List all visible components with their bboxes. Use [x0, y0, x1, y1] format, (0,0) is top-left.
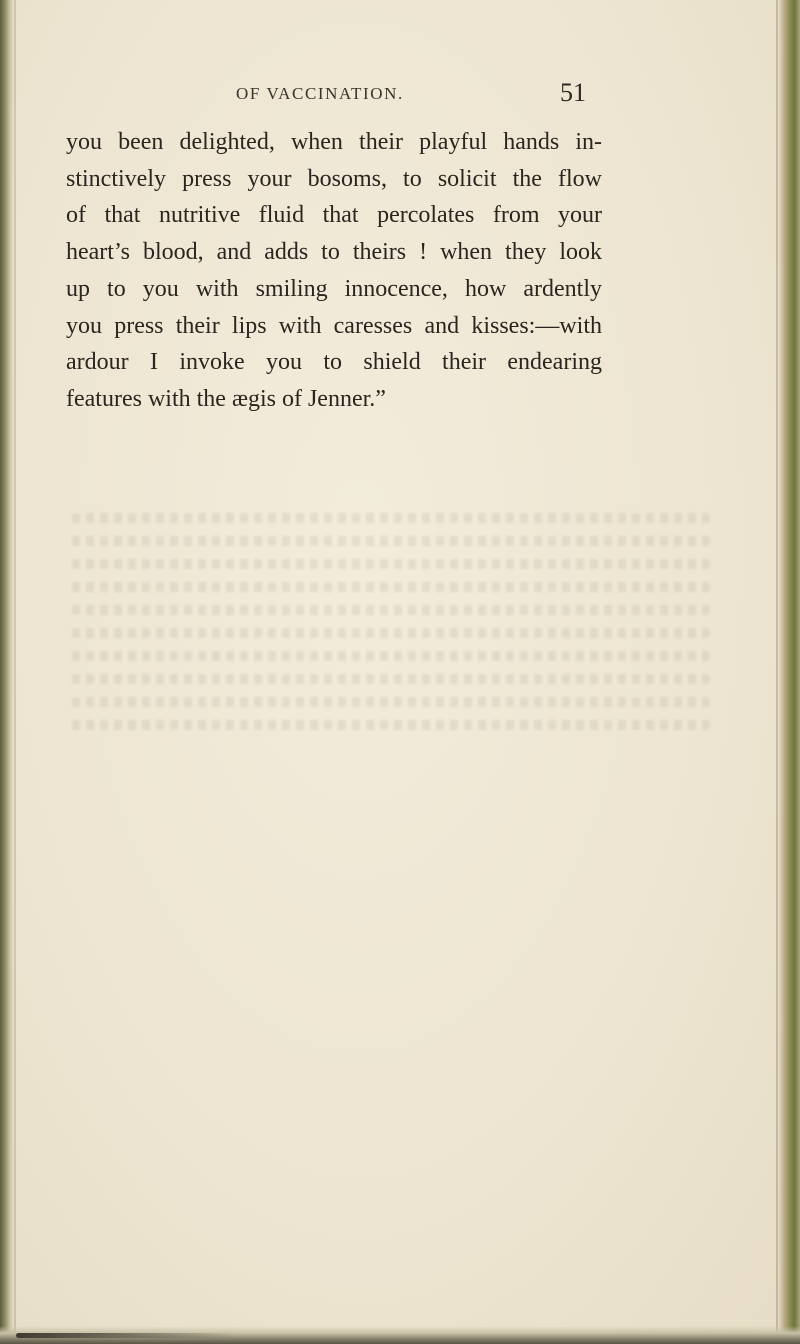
body-paragraph — [66, 124, 602, 418]
text-line: stinctively press your bosoms, to solicit the flow — [66, 165, 602, 192]
page-number: 51 — [560, 78, 586, 107]
text-line: of that nutritive fluid that percolates from your — [66, 202, 602, 229]
page-edge-right — [778, 0, 800, 1344]
binding-shadow — [0, 0, 14, 1344]
text-line: you press their lips with caresses and kisses:—with — [66, 312, 602, 339]
text-line: ardour I invoke you to shield their endearing — [66, 349, 602, 376]
show-through-texture — [70, 500, 710, 800]
binding-edge-line — [14, 0, 16, 1344]
text-line: up to you with smiling innocence, how ardently — [66, 275, 602, 302]
text-line: you been delighted, when their playful hands in- — [66, 129, 602, 155]
text-line: heart’s blood, and adds to theirs ! when they look — [66, 239, 602, 266]
running-head — [0, 80, 800, 110]
page-edge-right-line — [776, 0, 778, 1344]
page-edge-bottom-streak — [16, 1333, 236, 1338]
running-title: OF VACCINATION. — [236, 84, 404, 103]
text-line: features with the ægis of Jenner.” — [66, 385, 386, 412]
